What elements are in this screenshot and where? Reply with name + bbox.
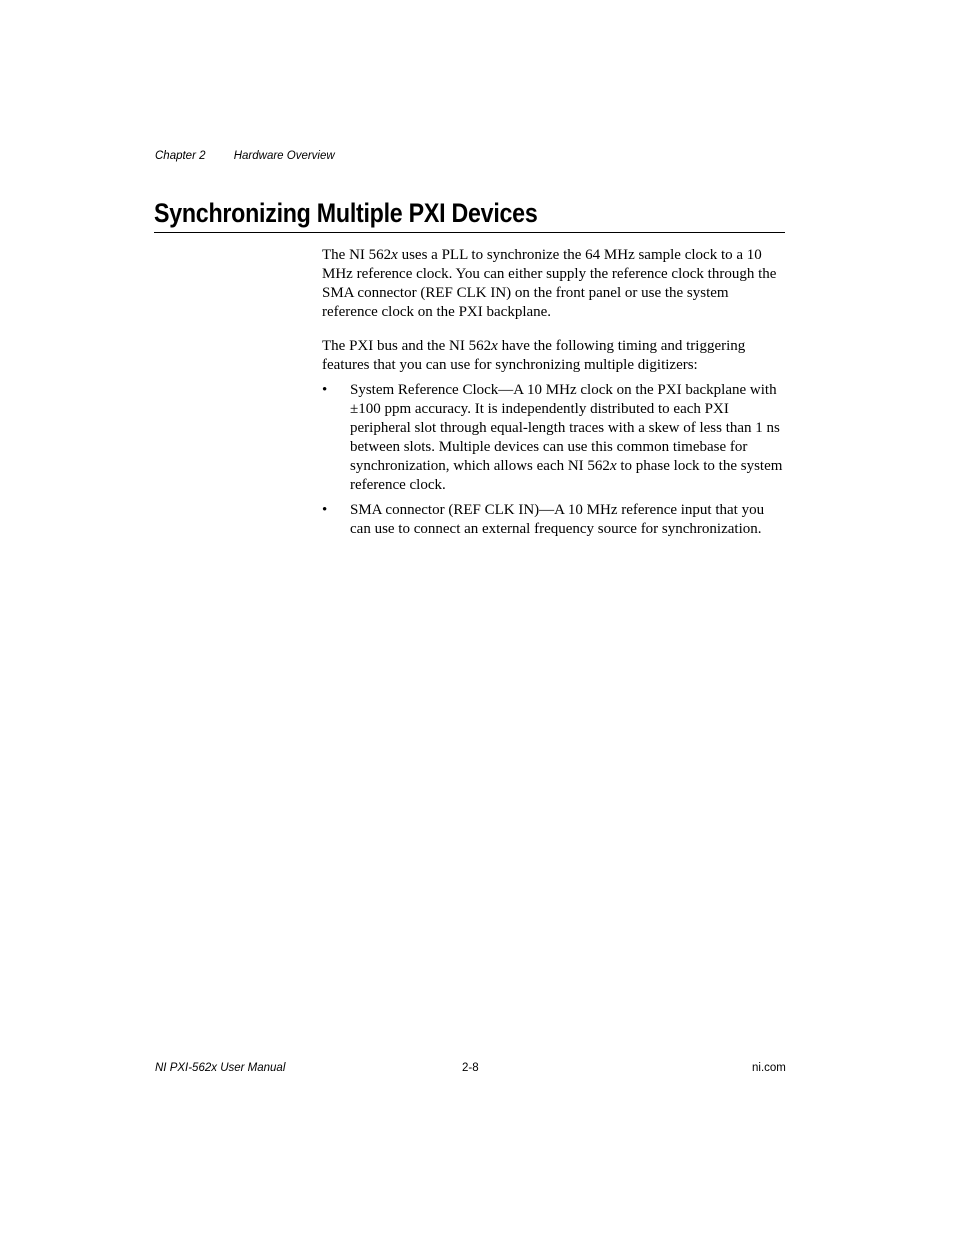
list-item: • System Reference Clock—A 10 MHz clock on the PXI backplane with ±100 ppm accuracy. It is independently distributed to each PXI peripheral slot through equal-length traces with a skew of less than 1 ns between slots. Multiple devices can use this common timebase for synchronization, which allows each NI 562x to phase lock to the system reference clock. <box>322 382 783 493</box>
paragraph: The PXI bus and the NI 562x have the following timing and triggering features that you can use for synchronizing multiple digitizers: <box>322 338 746 373</box>
section-label: Hardware Overview <box>233 150 335 162</box>
footer-page-number: 2-8 <box>462 1062 479 1074</box>
bullet-icon: • <box>322 502 328 518</box>
paragraph: The NI 562x uses a PLL to synchronize the 64 MHz sample clock to a 10 MHz reference clock. You can either supply the reference clock through the SMA connector (REF CLK IN) on the front panel or use the system reference clock on the PXI backplane. <box>322 247 777 320</box>
bullet-list <box>322 381 787 539</box>
footer-website-link[interactable]: ni.com <box>752 1062 786 1074</box>
running-header <box>155 150 335 162</box>
page-title: Synchronizing Multiple PXI Devices <box>154 196 785 233</box>
body-text <box>322 246 787 545</box>
footer-manual-title: NI PXI-562x User Manual <box>155 1062 286 1074</box>
chapter-label: Chapter 2 <box>155 150 206 162</box>
list-item: • SMA connector (REF CLK IN)—A 10 MHz reference input that you can use to connect an external frequency source for synchronization. <box>322 502 765 537</box>
bullet-icon: • <box>322 382 328 398</box>
